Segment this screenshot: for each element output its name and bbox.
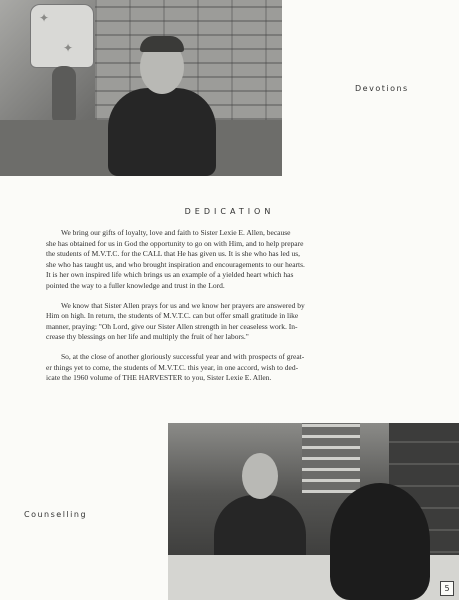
counselor-face bbox=[242, 453, 278, 499]
text-line: she has obtained for us in God the opportunity to go on with Him, and to help prepare bbox=[46, 238, 304, 248]
star-decoration: ✦ bbox=[63, 41, 74, 55]
text-line: It is her own inspired life which brings us an example of a yielded heart which has bbox=[46, 270, 294, 280]
text-line: So, at the close of another gloriously successful year and with prospects of great- bbox=[61, 351, 305, 361]
caption-counselling: Counselling bbox=[24, 510, 88, 519]
lamp-base bbox=[52, 66, 76, 126]
woman-figure bbox=[108, 88, 216, 176]
text-line: she who has taught us, and who brought inspiration and encouragements to our hearts. bbox=[46, 259, 305, 269]
paragraph bbox=[46, 301, 416, 343]
text-line: the students of M.V.T.C. for the CALL that He has given us. It is she who has led us, bbox=[46, 249, 300, 259]
page-number: 5 bbox=[440, 581, 454, 596]
student-figure bbox=[330, 483, 430, 600]
devotions-photo bbox=[0, 0, 282, 176]
woman-hair bbox=[140, 36, 184, 52]
text-line: pointed the way to a fuller knowledge and trust in the Lord. bbox=[46, 280, 225, 290]
dedication-text bbox=[46, 228, 416, 393]
paragraph bbox=[46, 228, 416, 292]
page-title: DEDICATION bbox=[184, 207, 275, 216]
text-line: icate the 1960 volume of THE HARVESTER to you, Sister Lexie E. Allen. bbox=[46, 373, 272, 383]
bookshelf bbox=[302, 423, 360, 493]
text-line: er things yet to come, the students of M.V.T.C. this year, in one accord, wish to ded- bbox=[46, 362, 299, 372]
counselling-photo bbox=[168, 423, 459, 600]
lamp-shade bbox=[30, 4, 94, 68]
text-line: We bring our gifts of loyalty, love and faith to Sister Lexie E. Allen, because bbox=[61, 228, 291, 237]
text-line: manner, praying: "Oh Lord, give our Sister Allen strength in her ceaseless work. In- bbox=[46, 321, 298, 331]
text-line: We know that Sister Allen prays for us and we know her prayers are answered by bbox=[61, 300, 305, 310]
paragraph bbox=[46, 352, 416, 384]
star-decoration: ✦ bbox=[39, 11, 50, 25]
text-line: crease thy blessings on her life and multiply the fruit of her labors." bbox=[46, 332, 249, 342]
caption-devotions: Devotions bbox=[355, 84, 409, 93]
text-line: Him on high. In return, the students of M.V.T.C. can but offer small gratitude in like bbox=[46, 311, 299, 321]
